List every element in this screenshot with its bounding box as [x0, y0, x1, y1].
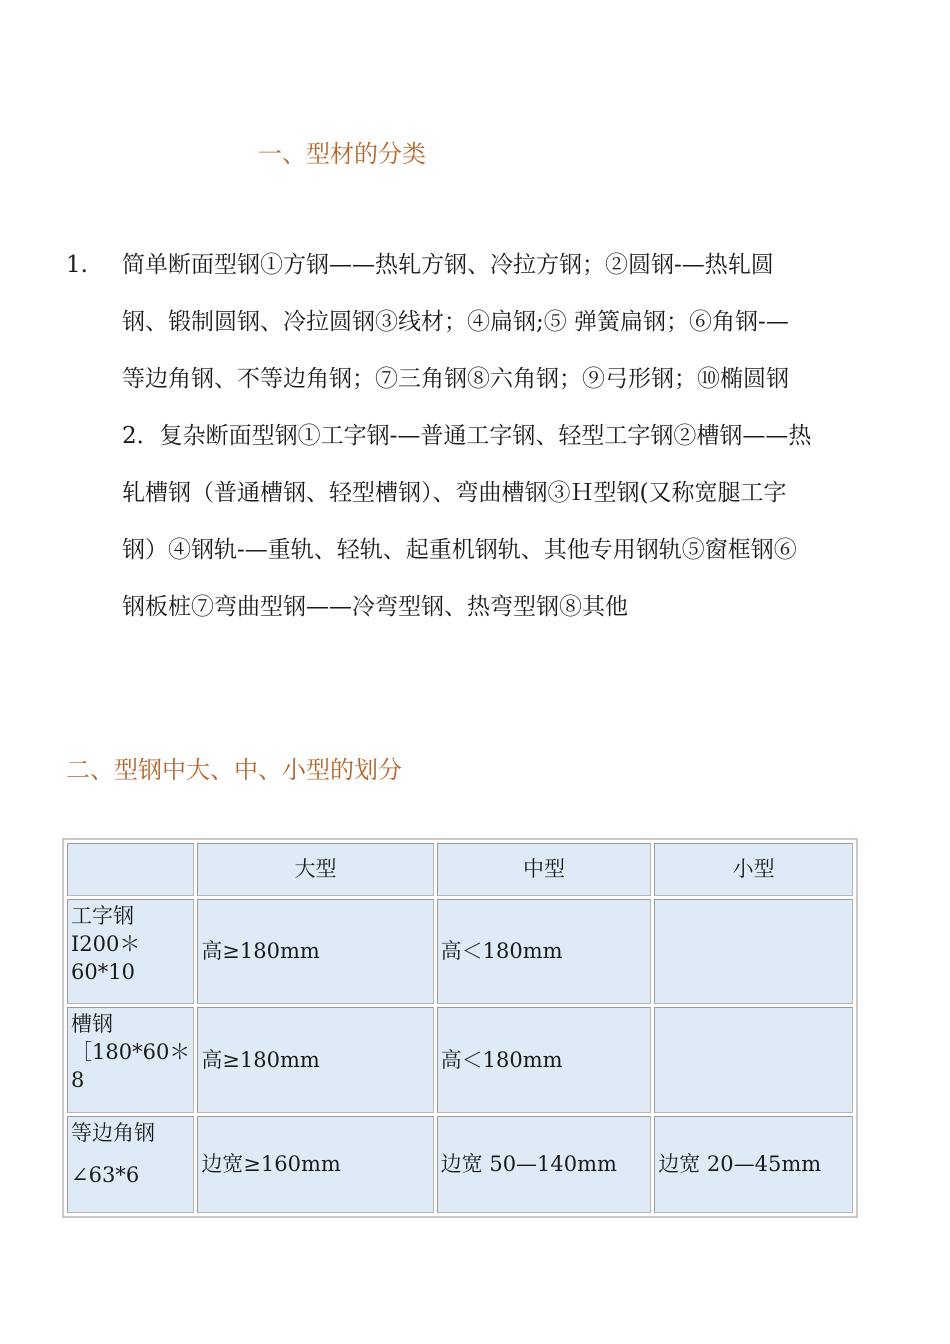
paragraph-line: 钢、锻制圆钢、冷拉圆钢③线材；④扁钢;⑤ 弹簧扁钢；⑥角钢-—: [122, 309, 789, 335]
row-name-line: ［180*60＊: [71, 1040, 191, 1065]
header-cell-empty: [67, 843, 194, 896]
large-cell: 高≥180mm: [197, 1007, 433, 1112]
large-cell: 高≥180mm: [197, 899, 433, 1004]
paragraph-line: 2．复杂断面型钢①工字钢-—普通工字钢、轻型工字钢②槽钢——热: [122, 423, 812, 449]
paragraph-line: 钢板桩⑦弯曲型钢——冷弯型钢、热弯型钢⑧其他: [122, 594, 628, 620]
section-2-title: 二、型钢中大、中、小型的划分: [66, 756, 402, 784]
section-1-title: 一、型材的分类: [258, 140, 426, 168]
row-name-line: I200＊: [71, 931, 141, 956]
header-cell-large: 大型: [197, 843, 433, 896]
row-name-line: 60*10: [71, 959, 135, 984]
table-row: [67, 1007, 853, 1112]
row-name-line: ∠63*6: [71, 1162, 140, 1187]
paragraph-line: 等边角钢、不等边角钢；⑦三角钢⑧六角钢；⑨弓形钢；⑩椭圆钢: [122, 366, 789, 392]
small-cell: [654, 899, 853, 1004]
paragraph-line: 钢）④钢轨-—重轨、轻轨、起重机钢轨、其他专用钢轨⑤窗框钢⑥: [122, 537, 797, 563]
table-row: [67, 899, 853, 1004]
small-cell: [654, 1007, 853, 1112]
row-name-cell: [67, 1116, 194, 1213]
large-cell: 边宽≥160mm: [197, 1116, 433, 1213]
line-gap: [71, 1147, 190, 1161]
medium-cell: 高＜180mm: [437, 899, 652, 1004]
row-name-cell: [67, 899, 194, 1004]
table-row: [67, 1116, 853, 1213]
row-name-line: 槽钢: [71, 1012, 113, 1037]
row-name-cell: [67, 1007, 194, 1112]
size-classification-table: [62, 838, 858, 1218]
row-name-line: 8: [71, 1068, 85, 1093]
paragraph-line: 轧槽钢（普通槽钢、轻型槽钢）、弯曲槽钢③Ｈ型钢(又称宽腿工字: [122, 480, 787, 506]
medium-cell: 边宽 50—140mm: [437, 1116, 652, 1213]
table-header-row: [67, 843, 853, 896]
list-number: 1.: [66, 252, 88, 278]
row-name-line: 等边角钢: [71, 1120, 155, 1145]
header-cell-small: 小型: [654, 843, 853, 896]
row-name-line: 工字钢: [71, 903, 134, 928]
medium-cell: 高＜180mm: [437, 1007, 652, 1112]
small-cell: 边宽 20—45mm: [654, 1116, 853, 1213]
paragraph-line: 简单断面型钢①方钢——热轧方钢、冷拉方钢；②圆钢-—热轧圆: [122, 252, 774, 278]
header-cell-medium: 中型: [437, 843, 652, 896]
